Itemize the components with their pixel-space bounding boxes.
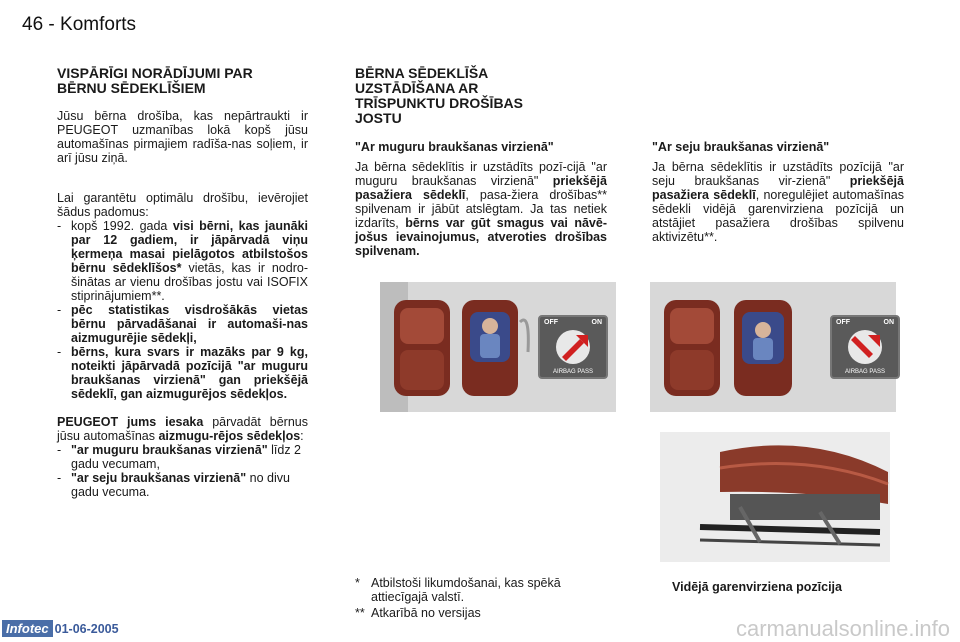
airbag-switch-panel <box>538 315 608 379</box>
airbag-off-label: OFF <box>544 319 558 326</box>
footnote-text: Atbilstoši likumdošanai, kas spēkā attiecīgajā valstī. <box>371 576 561 604</box>
recommend-bold: PEUGEOT jums iesaka <box>57 415 204 429</box>
forward-facing-subtitle: "Ar seju braukšanas virzienā" <box>652 140 830 154</box>
airbag-switch-panel-2 <box>830 315 900 379</box>
item1-text: kopš 1992. gada <box>71 219 173 233</box>
column-forward-facing <box>652 140 904 244</box>
footnote-mark: ** <box>355 606 365 620</box>
forward-text-a: Ja bērna sēdeklītis ir uzstādīts pozīcijā "ar seju braukšanas vir-zienā" <box>652 160 904 188</box>
airbag-panel-label: AIRBAG PASS <box>845 369 885 375</box>
list-dash: - <box>57 345 62 359</box>
footnote-mark: * <box>355 576 360 590</box>
advice-paragraph: Lai garantētu optimālu drošību, ievērojiet šādus padomus: <box>57 191 308 219</box>
forward-text-c: , noregulējiet automašīnas sēdekli vidējā garenvirziena pozīcijā un atstājiet pasažiera drošības spilvenu aktivizētu**. <box>652 188 904 244</box>
item2-bold: pēc statistikas visdrošākās vietas bērnu pārvadāšanai ir automaši-nas aizmugurējie sēdekļi, <box>71 303 308 345</box>
airbag-key-icon <box>834 327 896 367</box>
airbag-off-label: OFF <box>836 319 850 326</box>
installation-title <box>355 66 607 126</box>
list-item <box>57 443 308 471</box>
footnote-1 <box>355 576 610 604</box>
airbag-on-label: ON <box>883 319 894 326</box>
airbag-on-label: ON <box>591 319 602 326</box>
column-installation <box>355 66 607 258</box>
list-item <box>57 471 308 499</box>
recommend-text: pārvadāt bērnus jūsu automašīnas <box>57 415 308 443</box>
recommend-seats: aizmugu-rējos sēdekļos <box>158 429 301 443</box>
rear-text-c: , pasa-žiera drošības** spilvenam ir jābūt atslēgtam. Ja tas netiek izdarīts, <box>355 188 607 230</box>
watermark: carmanualsonline.info <box>735 616 950 641</box>
footnote-text: Atkarībā no versijas <box>371 606 481 620</box>
item1-bold: visi bērni, kas jaunāki par 12 gadiem, ir jāpārvadā viņu ķermeņa masai pielāgotos atbilstošos bērnu sēdeklīšos* <box>71 219 308 275</box>
list-dash: - <box>57 219 62 233</box>
page-header <box>22 14 136 36</box>
seat-rail-illustration <box>660 432 890 562</box>
general-text <box>57 109 308 499</box>
installation-title-line2: UZSTĀDĪŠANA AR <box>355 80 479 96</box>
intro-paragraph: Jūsu bērna drošība, kas nepārtraukti ir PEUGEOT uzmanības lokā kopš jūsu automašīnas pirmajiem radīša-nas soļiem, ir arī jūsu ziņā. <box>57 109 308 165</box>
list-item <box>57 219 308 303</box>
option1-text: līdz 2 gadu vecumam, <box>71 443 302 471</box>
footnotes <box>355 576 610 620</box>
forward-text-seat: priekšējā pasažiera sēdeklī <box>652 174 904 202</box>
general-title-line2: BĒRNU SĒDEKLĪŠIEM <box>57 80 206 96</box>
footer-date: 01-06-2005 <box>54 621 119 636</box>
option2-bold: "ar seju braukšanas virzienā" <box>71 471 247 485</box>
list-dash: - <box>57 471 62 485</box>
airbag-panel-label: AIRBAG PASS <box>553 369 593 375</box>
rear-text-a: Ja bērna sēdeklītis ir uzstādīts pozī-cijā "ar muguru braukšanas virzienā" <box>355 160 607 188</box>
installation-title-line3: TRĪSPUNKTU DROŠĪBAS <box>355 95 524 111</box>
general-title-line1: VISPĀRĪGI NORĀDĪJUMI PAR <box>57 65 253 81</box>
item1-rest: vietās, kas ir nodro-šinātas ar vienu drošības jostu vai ISOFIX stiprinājumiem**. <box>71 261 308 303</box>
recommend-colon: : <box>300 429 304 443</box>
seat-position-caption: Vidējā garenvirziena pozīcija <box>672 580 842 594</box>
list-dash: - <box>57 443 62 457</box>
rear-facing-subtitle: "Ar muguru braukšanas virzienā" <box>355 140 554 154</box>
footnote-2 <box>355 606 610 620</box>
installation-title-line4: JOSTU <box>355 110 402 126</box>
header-separator: - <box>48 14 55 35</box>
forward-facing-text <box>652 160 904 244</box>
option1-bold: "ar muguru braukšanas virzienā" <box>71 443 268 457</box>
page-number: 46 <box>22 14 44 35</box>
option2-text: no divu gadu vecuma. <box>71 471 290 499</box>
list-dash: - <box>57 303 62 317</box>
footer-brand <box>2 620 119 637</box>
seat-position-illustration <box>660 432 890 562</box>
recommend-paragraph <box>57 415 308 443</box>
rear-text-warning: bērns var gūt smagus vai nāvē-jošus ievainojumus, atveroties drošības spilvenam. <box>355 216 607 258</box>
general-title <box>57 66 308 96</box>
section-title: Komforts <box>60 14 137 35</box>
item3-bold: bērns, kura svars ir mazāks par 9 kg, noteikti jāpārvadā pozīcijā "ar muguru braukšanas virzienā" gan priekšējā sēdeklī, gan aizmugurējos sēdekļos. <box>71 345 308 401</box>
installation-title-line1: BĒRNA SĒDEKLĪŠA <box>355 65 489 81</box>
infotec-logo: Infotec <box>2 620 53 637</box>
list-item <box>57 345 308 401</box>
rear-facing-text <box>355 160 607 258</box>
list-item <box>57 303 308 345</box>
column-general <box>57 66 308 499</box>
rear-text-seat: priekšējā pasažiera sēdeklī <box>355 174 607 202</box>
airbag-key-icon <box>542 327 604 367</box>
